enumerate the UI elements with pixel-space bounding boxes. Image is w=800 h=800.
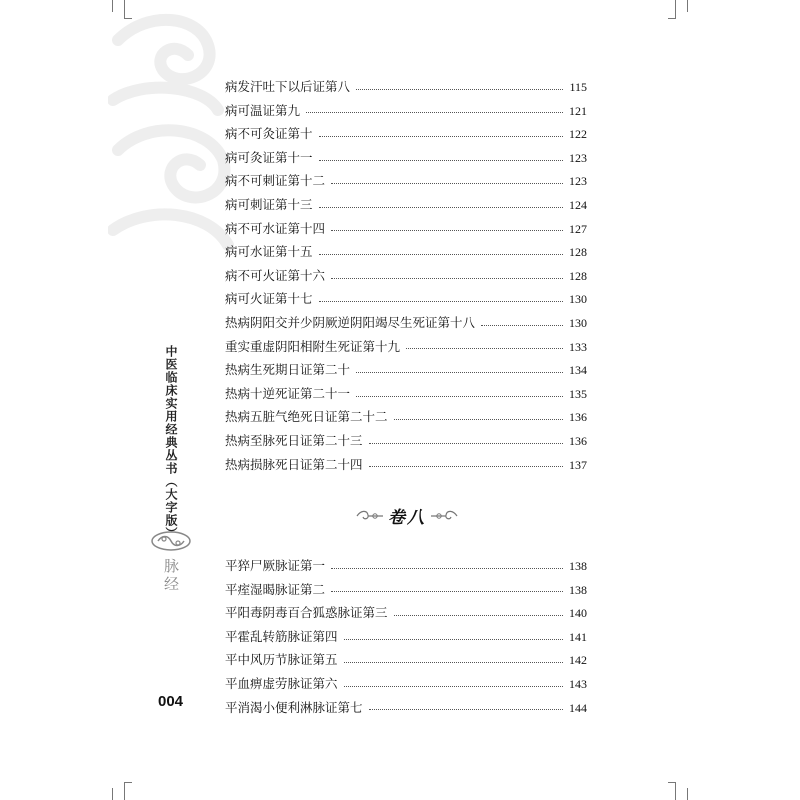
crop-mark (675, 782, 676, 800)
crop-mark (668, 18, 676, 19)
emblem-ornament-icon (150, 530, 192, 552)
toc-entry-title: 病可刺证第十三 (225, 196, 313, 212)
toc-entry[interactable] (225, 99, 587, 123)
dot-leader (319, 159, 563, 161)
toc-entry[interactable] (225, 169, 587, 193)
dot-leader (369, 708, 563, 710)
toc-entry-title: 病可灸证第十一 (225, 149, 313, 165)
toc-entry-page: 121 (569, 103, 587, 118)
dot-leader (369, 465, 563, 467)
toc-entry-page: 140 (569, 606, 587, 621)
dot-leader (394, 614, 563, 616)
dot-leader (319, 253, 563, 255)
dot-leader (319, 300, 563, 302)
series-title: 中医临床实用经典丛书（大字版） (164, 345, 178, 540)
toc-entry[interactable] (225, 75, 587, 99)
dot-leader (306, 111, 563, 113)
dot-leader (344, 661, 563, 663)
toc-entry-title: 热病阴阳交并少阴厥逆阴阳竭尽生死证第十八 (225, 314, 476, 330)
toc-entry-page: 123 (569, 174, 587, 189)
toc-entry-page: 136 (569, 410, 587, 425)
toc-entry[interactable] (225, 601, 587, 625)
dot-leader (344, 638, 563, 640)
toc-entry[interactable] (225, 240, 587, 264)
toc-entry-page: 123 (569, 150, 587, 165)
crop-mark (687, 788, 688, 800)
dot-leader (319, 206, 563, 208)
dot-leader (331, 277, 563, 279)
toc-entry-title: 病不可灸证第十 (225, 126, 313, 142)
toc-entry-title: 病可水证第十五 (225, 244, 313, 260)
cloud-ornament-icon (108, 0, 238, 270)
toc-entry-page: 127 (569, 221, 587, 236)
toc-entry[interactable] (225, 311, 587, 335)
dot-leader (406, 347, 563, 349)
dot-leader (331, 182, 563, 184)
toc-entry-title: 平阳毒阴毒百合狐惑脉证第三 (225, 605, 388, 621)
toc-entry-page: 128 (569, 268, 587, 283)
dot-leader (331, 229, 563, 231)
toc-entry-page: 137 (569, 457, 587, 472)
toc-entry[interactable] (225, 358, 587, 382)
toc-entry-title: 重实重虚阴阳相附生死证第十九 (225, 338, 401, 354)
dot-leader (394, 418, 563, 420)
toc-entry-title: 热病十逆死证第二十一 (225, 385, 351, 401)
toc-entry-page: 143 (569, 676, 587, 691)
toc-entry-title: 热病生死期日证第二十 (225, 362, 351, 378)
page-number: 004 (158, 693, 184, 710)
toc-entry-page: 134 (569, 363, 587, 378)
toc-list-part1 (225, 75, 587, 476)
toc-entry[interactable] (225, 578, 587, 602)
toc-entry[interactable] (225, 264, 587, 288)
book-title: 脉经 (162, 558, 180, 594)
dot-leader (356, 88, 563, 90)
dot-leader (356, 371, 563, 373)
toc-entry[interactable] (225, 335, 587, 359)
dot-leader (369, 442, 563, 444)
dot-leader (331, 567, 563, 569)
toc-entry-title: 平猝尸厥脉证第一 (225, 558, 326, 573)
crop-mark (687, 0, 688, 12)
toc-entry-title: 病不可水证第十四 (225, 220, 326, 236)
toc-entry[interactable] (225, 554, 587, 578)
toc-entry-title: 平血痹虚劳脉证第六 (225, 675, 338, 691)
toc-entry-page: 138 (569, 559, 587, 573)
toc-entry[interactable] (225, 193, 587, 217)
dot-leader (481, 324, 563, 326)
crop-mark (112, 788, 113, 800)
toc-entry-page: 130 (569, 315, 587, 330)
toc-entry-title: 平消渴小便利淋脉证第七 (225, 699, 363, 715)
toc-entry-page: 124 (569, 197, 587, 212)
scroll-ornament-icon (429, 509, 459, 523)
toc-entry-page: 142 (569, 653, 587, 668)
toc-entry[interactable] (225, 625, 587, 649)
toc-entry-title: 平痓湿暍脉证第二 (225, 581, 326, 597)
toc-entry[interactable] (225, 696, 587, 720)
toc-entry[interactable] (225, 429, 587, 453)
toc-entry-page: 115 (569, 80, 587, 94)
toc-entry-title: 热病五脏气绝死日证第二十二 (225, 409, 388, 425)
toc-entry[interactable] (225, 672, 587, 696)
toc-entry[interactable] (225, 217, 587, 241)
toc-entry-title: 病不可火证第十六 (225, 267, 326, 283)
toc-entry-title: 病发汗吐下以后证第八 (225, 79, 351, 94)
toc-entry-title: 热病至脉死日证第二十三 (225, 432, 363, 448)
toc-entry-page: 130 (569, 292, 587, 307)
toc-entry[interactable] (225, 453, 587, 477)
toc-entry[interactable] (225, 122, 587, 146)
toc-entry[interactable] (225, 382, 587, 406)
toc-entry-page: 128 (569, 245, 587, 260)
crop-mark (675, 0, 676, 18)
toc-entry-page: 135 (569, 386, 587, 401)
toc-entry-title: 病可温证第九 (225, 102, 301, 118)
toc-entry[interactable] (225, 146, 587, 170)
toc-entry-title: 平中风历节脉证第五 (225, 652, 338, 668)
toc-entry-page: 133 (569, 339, 587, 354)
toc-entry[interactable] (225, 405, 587, 429)
dot-leader (356, 395, 563, 397)
toc-list-part2 (225, 554, 587, 719)
toc-entry-title: 病可火证第十七 (225, 291, 313, 307)
volume-heading (355, 500, 459, 530)
toc-entry-title: 病不可刺证第十二 (225, 173, 326, 189)
dot-leader (331, 590, 563, 592)
crop-mark (124, 782, 132, 783)
toc-entry-page: 144 (569, 700, 587, 715)
crop-mark (124, 782, 125, 800)
scroll-ornament-icon (355, 509, 385, 523)
dot-leader (344, 685, 563, 687)
toc-entry-page: 122 (569, 127, 587, 142)
dot-leader (319, 135, 563, 137)
crop-mark (668, 782, 676, 783)
volume-title: 卷八 (388, 508, 426, 528)
toc-entry-page: 136 (569, 433, 587, 448)
toc-entry-page: 138 (569, 582, 587, 597)
toc-entry[interactable] (225, 648, 587, 672)
toc-entry-title: 平霍乱转筋脉证第四 (225, 628, 338, 644)
toc-entry[interactable] (225, 287, 587, 311)
toc-entry-page: 141 (569, 629, 587, 644)
toc-entry-title: 热病损脉死日证第二十四 (225, 456, 363, 472)
